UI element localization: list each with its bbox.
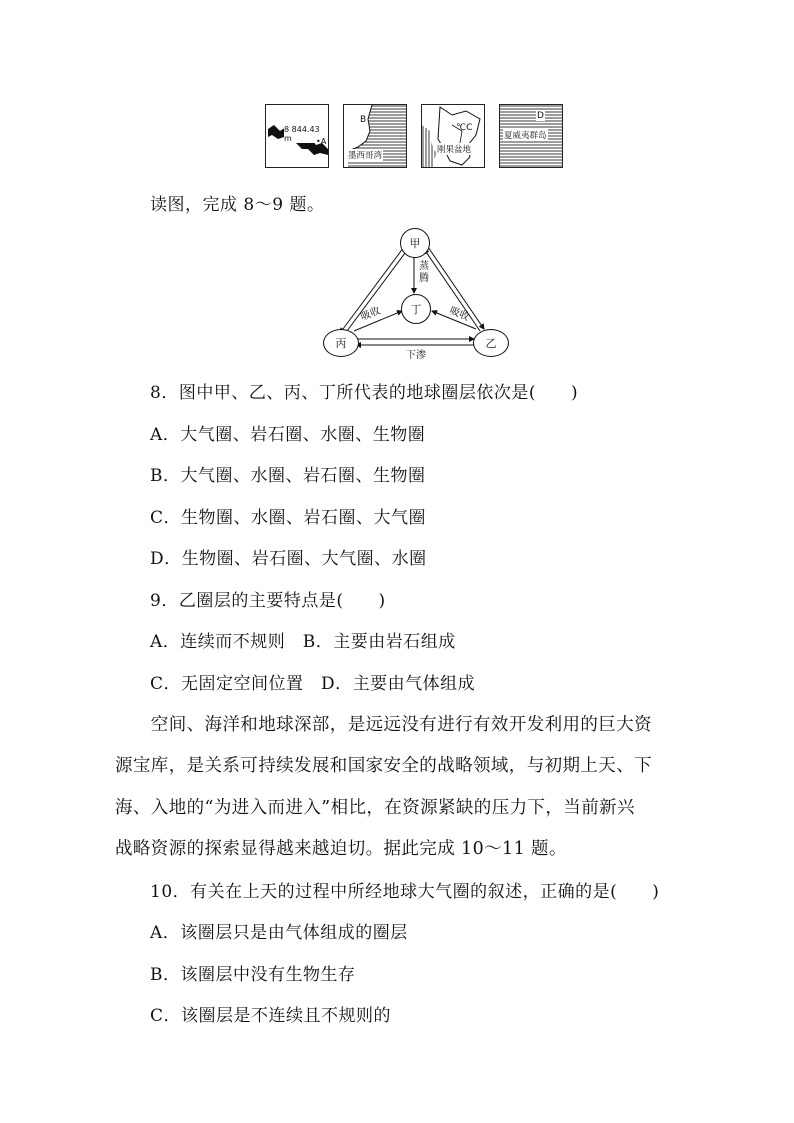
q9-stem: 9．乙圈层的主要特点是( ) [150, 591, 386, 611]
label-seepage: 下渗 [406, 350, 426, 361]
point-a: •A [316, 137, 327, 146]
elevation-label: 8 844.43 m [284, 125, 328, 143]
q10-option-c: C．该圈层是不连续且不规则的 [150, 1006, 392, 1026]
map-himalaya [265, 104, 329, 168]
node-bing: 丙 [323, 329, 359, 357]
basin-icon [422, 105, 485, 168]
map-hawaii [499, 104, 563, 168]
point-d: D [537, 111, 544, 121]
point-b: B [360, 115, 367, 125]
label-evaporation: 蒸腾 [419, 261, 429, 284]
passage-line-1: 空间、海洋和地球深部，是远远没有进行有效开发利用的巨大资 [115, 715, 652, 735]
q8-option-d: D．生物圈、岩石圈、大气圈、水圈 [150, 549, 427, 569]
place-label: 墨西哥湾 [348, 151, 383, 161]
node-yi: 乙 [473, 329, 509, 357]
place-label: 刚果盆地 [437, 145, 472, 155]
q9-options-cd: C．无固定空间位置 D．主要由气体组成 [150, 674, 476, 694]
node-ding: 丁 [401, 294, 431, 324]
passage-line-4: 战略资源的探索显得越来越迫切。据此完成 10～11 题。 [115, 839, 567, 859]
map-gulf-of-mexico [343, 104, 407, 168]
map-congo-basin [421, 104, 485, 168]
q8-option-b: B．大气圈、水圈、岩石圈、生物圈 [150, 466, 426, 486]
intro-text: 读图，完成 8～9 题。 [150, 195, 325, 215]
passage-line-2: 源宝库，是关系可持续发展和国家安全的战略领域，与初期上天、下 [115, 756, 652, 776]
q9-options-ab: A．连续而不规则 B．主要由岩石组成 [150, 632, 456, 652]
q10-option-b: B．该圈层中没有生物生存 [150, 965, 356, 985]
q8-option-c: C．生物圈、水圈、岩石圈、大气圈 [150, 508, 427, 528]
q8-option-a: A．大气圈、岩石圈、水圈、生物圈 [150, 425, 426, 445]
q8-stem: 8．图中甲、乙、丙、丁所代表的地球圈层依次是( ) [150, 383, 579, 403]
sphere-cycle-diagram [318, 225, 518, 360]
label-absorb-left: 吸收 [359, 305, 383, 324]
q10-option-a: A．该圈层只是由气体组成的圈层 [150, 923, 408, 943]
q10-stem: 10．有关在上天的过程中所经地球大气圈的叙述，正确的是( ) [150, 882, 660, 902]
place-label: 夏威夷群岛 [504, 131, 547, 141]
point-c: ℃C [456, 123, 473, 133]
passage-line-3: 海、入地的“为进入而进入”相比，在资源紧缺的压力下，当前新兴 [115, 798, 635, 818]
node-jia: 甲 [400, 228, 430, 258]
label-absorb-right: 吸收 [447, 305, 471, 324]
